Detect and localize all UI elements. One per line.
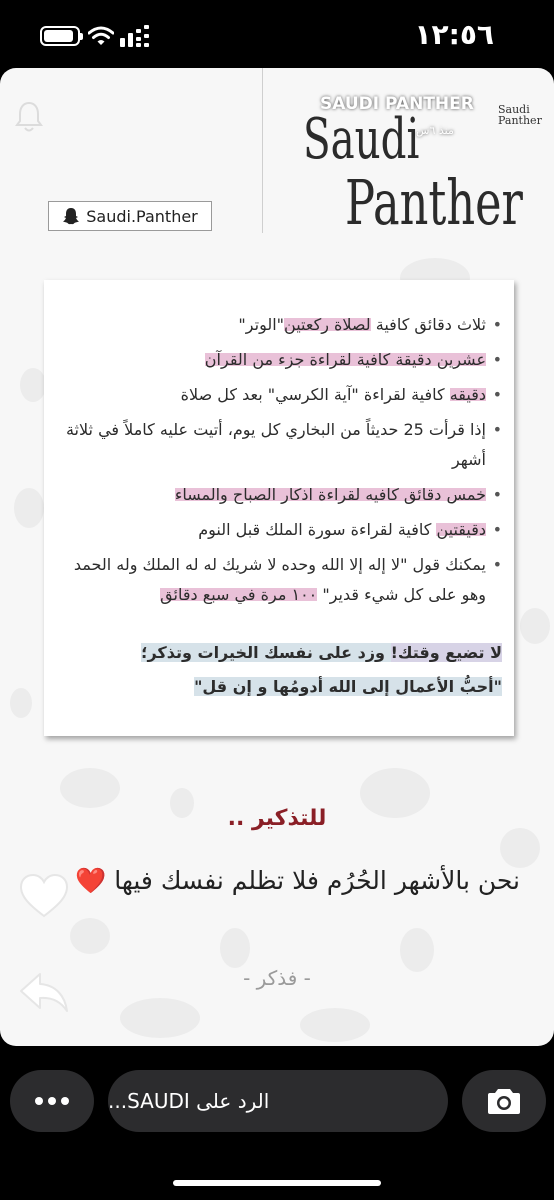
signature-text: - فذكر - (243, 966, 311, 990)
tip-highlight: عشرين دقيقة كافية لقراءة جزء من القرآن (204, 350, 486, 369)
story-post-time: منذ ٦س (416, 124, 454, 137)
closing-message (56, 636, 502, 704)
camera-button[interactable] (462, 1070, 546, 1132)
home-indicator[interactable] (173, 1180, 381, 1186)
brand-title-line1: Saudi (303, 107, 420, 172)
reminder-title: للتذكير .. (227, 806, 327, 831)
camera-icon (487, 1087, 521, 1115)
background-blob (20, 368, 46, 402)
status-bar (0, 0, 554, 66)
closing-highlight: لا تضيع وقتك! (390, 643, 502, 662)
tip-item (56, 380, 502, 410)
snapchat-ghost-icon (62, 207, 80, 225)
reply-input[interactable]: الرد على SAUDI... (108, 1070, 448, 1132)
more-dot-icon (35, 1097, 43, 1105)
header-divider (262, 68, 263, 233)
snapchat-handle-box (48, 201, 212, 231)
battery-icon (40, 26, 80, 46)
tip-text: إذا قرأت 25 حديثاً من البخاري كل يوم، أتيت عليه كاملاً في ثلاثة أشهر (65, 420, 486, 469)
tip-item (56, 415, 502, 475)
story-account-name[interactable]: SAUDI PANTHER (320, 94, 474, 114)
background-blob (520, 608, 550, 644)
reminder-text: نحن بالأشهر الحُرُم فلا تظلم نفسك فيها (114, 866, 520, 895)
more-dot-icon (48, 1097, 56, 1105)
more-dot-icon (61, 1097, 69, 1105)
tip-highlight: خمس دقائق كافيه لقراءة اذكار الصباح والمساء (174, 485, 486, 504)
background-blob (60, 768, 120, 808)
reply-arrow-icon[interactable] (18, 970, 70, 1014)
story-frame[interactable] (0, 68, 554, 1046)
tip-item (56, 345, 502, 375)
tip-highlight: دقيقه (449, 385, 486, 404)
bell-icon (14, 100, 44, 134)
more-options-button[interactable] (10, 1070, 94, 1132)
brand-title-line2: Panther (345, 166, 523, 239)
tip-text: "الوتر" (238, 315, 285, 334)
brand-logo-line1: Saudi (498, 103, 530, 116)
background-blob (220, 928, 250, 968)
tip-highlight: ١٠٠ مرة في سبع دقائق (160, 585, 318, 604)
background-blob (10, 688, 32, 718)
tip-text: كافية لقراءة "آية الكرسي" بعد كل صلاة (180, 385, 450, 404)
tip-text: ثلاث دقائق كافية (370, 315, 486, 334)
brand-logo-small (498, 103, 542, 127)
tip-item (56, 480, 502, 510)
background-blob (500, 828, 540, 868)
background-blob (70, 918, 110, 954)
tip-highlight: لصلاة ركعتين (284, 315, 371, 334)
brand-logo-line2: Panther (498, 114, 542, 127)
reminder-body (75, 866, 520, 896)
heart-icon[interactable] (18, 872, 70, 920)
closing-text: وزد على نفسك الخيرات وتذكر؛ (141, 643, 391, 662)
tip-item (56, 550, 502, 610)
tip-item (56, 310, 502, 340)
background-blob (14, 488, 44, 528)
background-blob (300, 1008, 370, 1042)
tip-item (56, 515, 502, 545)
cellular-signal-icon (120, 25, 150, 47)
tips-card (44, 280, 514, 736)
snapchat-handle-text: Saudi.Panther (86, 206, 198, 226)
status-time: ١٢:٥٦ (414, 18, 494, 51)
closing-line-2 (56, 670, 502, 704)
wifi-icon (88, 24, 114, 48)
closing-hadith: "أحبُّ الأعمال إلى الله أدومُها و إن قل" (194, 677, 502, 696)
closing-line-1 (56, 636, 502, 670)
background-blob (120, 998, 200, 1038)
tips-list (56, 310, 502, 610)
tip-text: يمكنك قول "لا إله إلا الله وحده لا شريك له له الملك وله الحمد وهو على كل شيء قدير" (73, 555, 486, 604)
heart-emoji: ❤️ (75, 866, 107, 895)
tip-text: كافية لقراءة سورة الملك قبل النوم (198, 520, 437, 539)
tip-highlight: دقيقتين (436, 520, 486, 539)
